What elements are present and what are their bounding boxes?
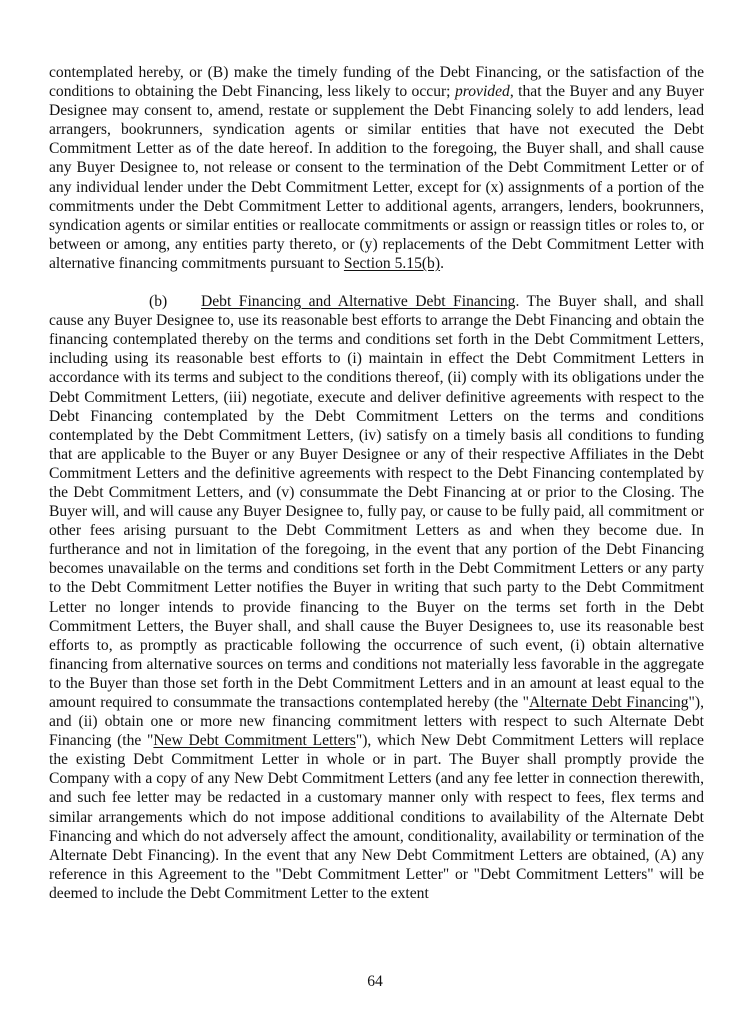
paragraph-text: , that the Buyer and any Buyer Designee may consent to, amend, restate or supplement the Debt Financing solely to add lenders, lead arrangers, bookrunners, syndication agents or similar entities that have not executed the Debt Commitment Letter as of the date hereof. In addition to the foregoing, the Buyer shall, and shall cause any Buyer Designee to, not release or consent to the termination of the Debt Commitment Letter or of any individual lender under the Debt Commitment Letter, except for (x) assignments of a portion of the commitments under the Debt Commitment Letter to additional agents, arrangers, lenders, bookrunners, syndication agents or similar entities or reallocate commitments or assign or reassign titles or roles to, or between or among, any entities party thereto, or (y) replacements of the Debt Commitment Letter with alternative financing commitments pursuant to [49, 83, 704, 272]
section-reference: Section 5.15(b) [343, 254, 441, 272]
italic-term-provided: provided [454, 83, 510, 101]
paragraph-text: "), and (ii) obtain one or more new financing commitment letters with respect to such Alternate Debt Financing (the " [49, 694, 704, 750]
paragraph-section-b [49, 292, 704, 903]
section-label: (b) [149, 293, 168, 311]
section-heading: Debt Financing and Alternative Debt Financing [201, 293, 516, 311]
paragraph-text: "), which New Debt Commitment Letters will replace the existing Debt Commitment Letter in whole or in part. The Buyer shall promptly provide the Company with a copy of any New Debt Commitment Letters (and any fee letter in connection therewith, and such fee letter may be redacted in a customary manner only with respect to fees, flex terms and similar arrangements which do not impose additional conditions to availability of the Alternate Debt Financing and which do not adversely affect the amount, conditionality, availability or termination of the Alternate Debt Financing). In the event that any New Debt Commitment Letters are obtained, (A) any reference in this Agreement to the "Debt Commitment Letter" or "Debt Commitment Letters" will be deemed to include the Debt Commitment Letter to the extent [49, 732, 704, 902]
paragraph-text: contemplated hereby, or (B) make the timely funding of the Debt Financing, or the satisfaction of the conditions to obtaining the Debt Financing, less likely to occur; [49, 64, 704, 101]
defined-term-new-debt-commitment-letters: New Debt Commitment Letters [153, 732, 356, 750]
paragraph-text: . The Buyer shall, and shall cause any Buyer Designee to, use its reasonable best efforts to arrange the Debt Financing and obtain the financing contemplated thereby on the terms and conditions set forth in the Debt Commitment Letters, including using its reasonable best efforts to (i) maintain in effect the Debt Commitment Letters in accordance with its terms and subject to the conditions thereof, (ii) comply with its obligations under the Debt Commitment Letters, (iii) negotiate, execute and deliver definitive agreements with respect to the Debt Financing contemplated by the Debt Commitment Letters on the terms and conditions contemplated by the Debt Commitment Letters, (iv) satisfy on a timely basis all conditions to funding that are applicable to the Buyer or any Buyer Designee or any of their respective Affiliates in the Debt Commitment Letters and the definitive agreements with respect to the Debt Financing contemplated by the Debt Commitment Letters, and (v) consummate the Debt Financing at or prior to the Closing. The Buyer will, and will cause any Buyer Designee to, fully pay, or cause to be fully paid, all commitment or other fees arising pursuant to the Debt Commitment Letters as and when they become due. In furtherance and not in limitation of the foregoing, in the event that any portion of the Debt Financing becomes unavailable on the terms and conditions set forth in the Debt Commitment Letters or any party to the Debt Commitment Letter notifies the Buyer in writing that such party to the Debt Commitment Letter no longer intends to provide financing to the Buyer on the terms set forth in the Debt Commitment Letters, the Buyer shall, and shall cause the Buyer Designees to, use its reasonable best efforts to, as promptly as practicable following the occurrence of such event, (i) obtain alternative financing from alternative sources on terms and conditions not materially less favorable in the aggregate to the Buyer than those set forth in the Debt Commitment Letters and in an amount at least equal to the amount required to consummate the transactions contemplated hereby (the " [49, 293, 704, 711]
paragraph-text: . [440, 254, 444, 272]
paragraph-continuation [49, 63, 704, 273]
page-number: 64 [367, 973, 383, 990]
document-page [49, 63, 704, 903]
defined-term-alternate-debt-financing: Alternate Debt Financing [529, 694, 689, 711]
